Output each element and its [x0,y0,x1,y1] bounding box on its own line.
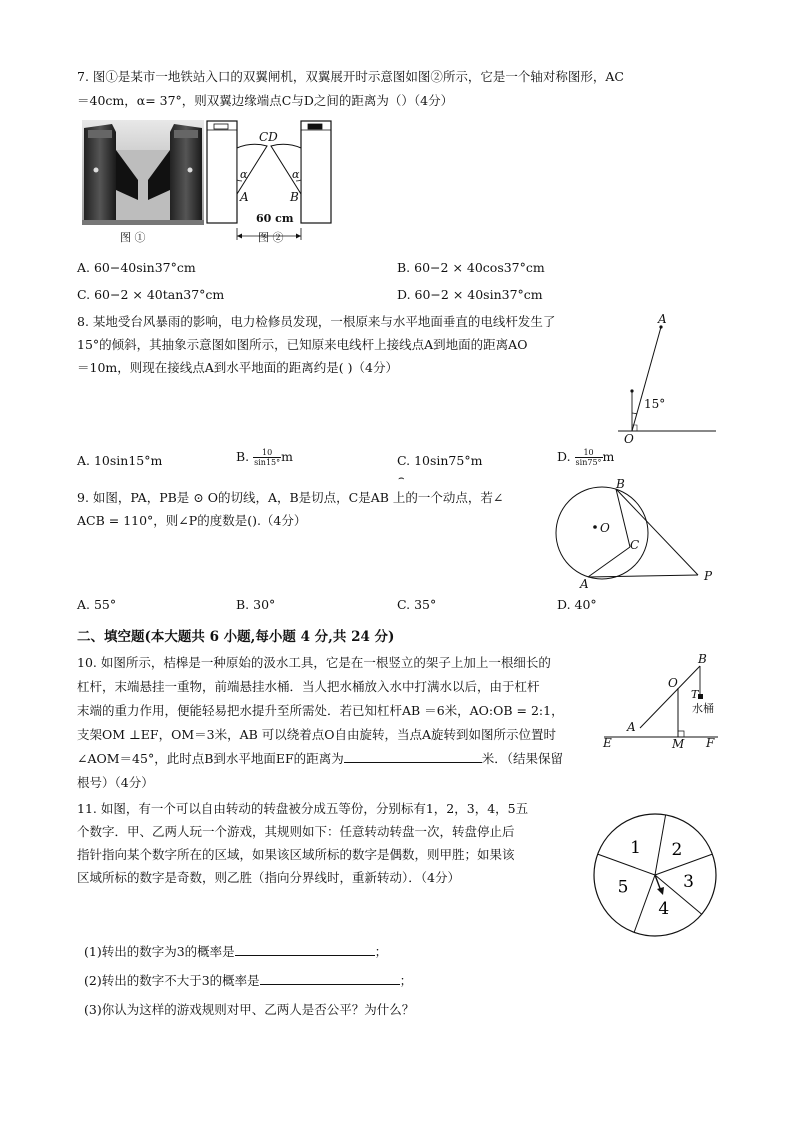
q7-figure-2-diagram [204,118,336,244]
q10-fig-label-bucket: 水桶 [692,702,714,715]
q9-stem-line1: 9. 如图，PA，PB是 ⊙ O的切线，A，B是切点，C是AB 上的一个动点，若∠ [77,490,504,505]
q9-fig-label-p: P [704,569,713,583]
q11-sub1-end: ； [374,944,388,959]
q10-stem-line4: 支架OM ⊥EF，OM＝3米，AB 可以绕着点O自由旋转，当点A旋转到如图所示位置时 [77,727,557,742]
q11-sub2-end: ； [399,973,413,988]
q7-stem-line2: ＝40cm，α= 37°，则双翼边缘端点C与D之间的距离为（）（4分） [77,93,454,108]
q8-stem-line1: 8. 某地受台风暴雨的影响，电力检修员发现，一根原来与水平地面垂直的电线杆发生了 [77,314,556,329]
q7-option-c[interactable]: C. 60−2 × 40tan⁡37°cm [77,287,225,302]
spinner-number-4: 4 [658,898,670,919]
q9-option-b[interactable]: B. 30° [236,597,276,612]
q7-figure-2-caption: 图 ② [258,231,284,244]
q11-sub2-text: (2)转出的数字不大于3的概率是 [84,973,260,988]
q9-arc-mark: ⌢ [398,473,405,484]
spinner-number-1: 1 [630,838,641,859]
spinner-number-5: 5 [617,877,629,898]
q10-stem-line6: 根号）（4分） [77,775,154,790]
q10-line5-post: 米．（结果保留 [481,751,563,766]
q7-option-b[interactable]: B. 60−2 × 40cos⁡37°cm [397,260,545,275]
q8-fig-angle: 15° [644,397,666,411]
q11-stem-line1: 11. 如图，有一个可以自由转动的转盘被分成五等份，分别标有1，2，3，4，5五 [77,801,529,816]
q11-stem-line4: 区域所标的数字是奇数，则乙胜（指向分界线时，重新转动）．（4分） [77,870,460,885]
spinner-number-3: 3 [683,871,694,892]
q9-fig-label-a: A [580,577,589,591]
q11-sub3: (3)你认为这样的游戏规则对甲、乙两人是否公平？为什么？ [84,1002,415,1017]
section-2-title: 二、填空题(本大题共 6 小题,每小题 4 分,共 24 分) [77,629,395,645]
q8-stem-line2: 15°的倾斜，其抽象示意图如图所示，已知原来电线杆上接线点A到地面的距离AO [77,337,528,352]
q9-figure [548,477,720,595]
q11-sub1-answer-blank[interactable] [235,943,375,956]
q7-option-a[interactable]: A. 60−40sin⁡37°cm [77,260,196,275]
q10-stem-line5 [77,750,563,768]
spinner-divider [598,854,655,875]
q8-fig-label-a: A [658,312,667,326]
q7-fig2-dimension: 60 cm [256,212,294,225]
q8-option-b-prefix: B. [236,449,254,464]
q7-fig2-label-alpha-right: α [292,168,300,181]
q8-option-c[interactable]: C. 10sin⁡75°m [397,453,483,468]
q10-figure [600,652,722,754]
q11-sub1-text: (1)转出的数字为3的概率是 [84,944,235,959]
q10-fig-label-e: E [603,736,612,750]
q8-option-d-unit: m [602,449,615,464]
q7-option-d[interactable]: D. 60−2 × 40sin⁡37°cm [397,287,543,302]
spinner-pointer-head [657,887,664,895]
q8-stem-line3: ＝10m，则现在接线点A到水平地面的距离约是( )（4分） [77,360,398,375]
q11-sub2-answer-blank[interactable] [260,972,400,985]
q8-option-d[interactable] [557,448,614,467]
q11-sub2 [84,972,412,990]
q10-fig-label-t: T [691,688,699,701]
q10-stem-line2: 杠杆，末端悬挂一重物，前端悬挂水桶．当人把水桶放入水中打满水以后，由于杠杆 [77,679,540,694]
q7-fig2-label-cd: CD [259,130,278,144]
q7-fig2-label-alpha-left: α [240,168,248,181]
q10-fig-label-o: O [668,676,678,690]
q8-option-b-unit: m [281,449,293,464]
q9-fig-label-b: B [616,477,625,491]
q9-fig-label-o: O [600,521,610,535]
q10-stem-line1: 10. 如图所示，桔槔是一种原始的汲水工具，它是在一根竖立的架子上加上一根细长的 [77,655,551,670]
q9-stem-line2: ACB = 110°，则∠P的度数是().（4分） [77,513,307,528]
q10-answer-blank[interactable] [344,750,482,763]
q9-option-d[interactable]: D. 40° [557,597,597,612]
q10-stem-line3: 末端的重力作用，便能轻易把水提升至所需处．若已知杠杆AB ＝6米，AO:OB = 2:1， [77,703,564,718]
q7-fig2-label-a: A [240,190,249,204]
q8-option-d-prefix: D. [557,449,575,464]
q9-fig-label-c: C [630,538,640,552]
q8-option-d-num: 10 [575,448,603,458]
q11-spinner-figure [590,810,720,940]
q8-option-d-fraction [575,448,603,467]
q8-option-d-den: sin⁡75° [575,458,602,467]
q10-fig-label-a: A [627,720,636,734]
q7-figure-1-caption: 图 ① [120,231,146,244]
q8-option-b-num: 10 [253,448,281,458]
spinner-divider [655,815,666,875]
q11-stem-line2: 个数字．甲、乙两人玩一个游戏，其规则如下：任意转动转盘一次，转盘停止后 [77,824,515,839]
q7-fig2-label-b: B [290,190,299,204]
q7-figure-1-photo [82,120,204,240]
q11-sub1 [84,943,387,961]
q9-option-c[interactable]: C. 35° [397,597,437,612]
spinner-number-2: 2 [671,839,683,860]
q10-line5-pre: ∠AOM＝45°，此时点B到水平地面EF的距离为 [77,751,344,766]
q10-fig-label-b: B [698,652,707,666]
q9-option-a[interactable]: A. 55° [77,597,117,612]
q8-figure [608,312,718,447]
q11-stem-line3: 指针指向某个数字所在的区域，如果该区域所标的数字是偶数，则甲胜；如果该 [77,847,515,862]
q8-option-b-fraction [253,448,281,467]
q7-stem-line1: 7. 图①是某市一地铁站入口的双翼闸机，双翼展开时示意图如图②所示，它是一个轴对称图形，AC [77,69,624,84]
q10-fig-label-m: M [672,737,685,751]
q8-fig-label-o: O [624,432,634,446]
q8-option-b-den: sin⁡15° [254,458,281,467]
q8-option-b[interactable] [236,448,293,467]
spinner-divider [634,875,655,932]
q8-option-a[interactable]: A. 10sin⁡15°m [77,453,163,468]
q10-fig-label-f: F [706,736,715,750]
